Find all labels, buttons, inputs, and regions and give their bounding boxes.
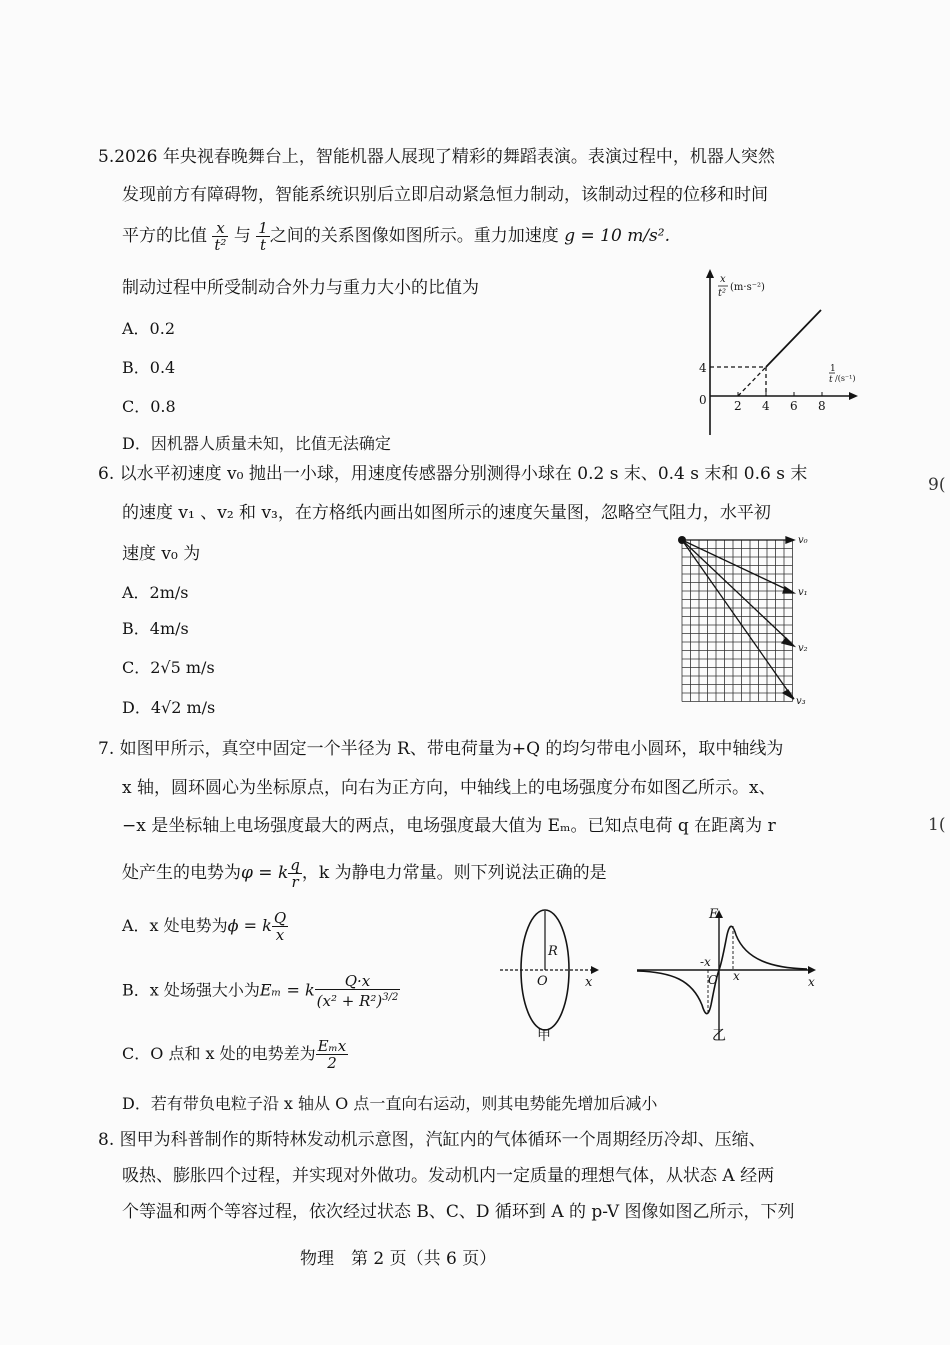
page-footer: 物理 第 2 页（共 6 页） bbox=[300, 1249, 497, 1269]
q7-yi-caption: 乙 bbox=[712, 1028, 726, 1044]
q5-number: 5. bbox=[98, 147, 115, 167]
q7-jia-r: R bbox=[548, 944, 558, 959]
q5-line1: 5.2026 年央视春晚舞台上，智能机器人展现了精彩的舞蹈表演。表演过程中，机器人突然 bbox=[98, 147, 775, 167]
edge-mark-10: 1( bbox=[928, 815, 946, 835]
q5-graph-x-arrow bbox=[849, 392, 858, 400]
q8-number: 8. bbox=[98, 1130, 115, 1150]
q6-label-v0: v₀ bbox=[798, 535, 808, 546]
q5-option-a: A．0.2 bbox=[122, 319, 176, 338]
q5-graph-x-den: t bbox=[829, 375, 833, 385]
q5-graph-y-unit: (m·s⁻²) bbox=[730, 282, 765, 293]
q7-number: 7. bbox=[98, 739, 115, 759]
q6-option-b: B．4m/s bbox=[122, 619, 189, 638]
q6-number: 6. bbox=[98, 464, 115, 484]
q5-graph-x-unit: /(s⁻¹) bbox=[835, 374, 856, 383]
q5-question: 制动过程中所受制动合外力与重力大小的比值为 bbox=[122, 278, 479, 298]
q5-graph bbox=[690, 265, 865, 440]
q5-graph-x-tick: 8 bbox=[818, 399, 826, 413]
q5-line2: 发现前方有障碍物，智能系统识别后立即启动紧急恒力制动，该制动过程的位移和时间 bbox=[122, 185, 768, 205]
q8-line2: 吸热、膨胀四个过程，并实现对外做功。发动机内一定质量的理想气体，从状态 A 经两 bbox=[122, 1166, 775, 1186]
q7-yi-neg-x: -x bbox=[700, 955, 711, 969]
q6-label-v1: v₁ bbox=[798, 587, 808, 598]
q6-label-v3: v₃ bbox=[796, 696, 806, 707]
q5-option-c: C．0.8 bbox=[122, 397, 176, 416]
q5-fraction-1-over-t: $\frac{1}{t}$ bbox=[258, 219, 268, 254]
q6-option-a: A．2m/s bbox=[122, 583, 189, 602]
q6-label-v2: v₂ bbox=[798, 643, 808, 654]
q7-option-d: D．若有带负电粒子沿 x 轴从 O 点一直向右运动，则其电势能先增加后减小 bbox=[122, 1094, 658, 1113]
q5-fraction-x-over-t2: $\frac{x}{\text{t²}}$ bbox=[214, 219, 227, 254]
q6-line2: 的速度 v₁ 、v₂ 和 v₃，在方格纸内画出如图所示的速度矢量图，忽略空气阻力，水平初 bbox=[122, 503, 771, 523]
q7-phi-fraction: $\frac{q}{r}$ bbox=[290, 856, 300, 891]
q7-yi-pos-x: x bbox=[733, 969, 740, 983]
q7-figure-jia bbox=[495, 895, 615, 1050]
q5-option-b: B．0.4 bbox=[122, 358, 176, 377]
q7-option-b: B．x 处场强大小为Eₘ = k $\frac{Q\cdot x}{(x^2 + R^2)^{3/2}}$ bbox=[122, 972, 399, 1010]
q5-graph-y-tick: 4 bbox=[699, 361, 707, 375]
q7-line2: x 轴，圆环圆心为坐标原点，向右为正方向，中轴线上的电场强度分布如图乙所示。x、 bbox=[122, 778, 776, 798]
q7-option-c: C．O 点和 x 处的电势差为 $\frac{\text{Eₘx}}{2}$ bbox=[122, 1037, 347, 1072]
q5-gravity: g = 10 m/s². bbox=[564, 226, 670, 246]
edge-mark-9: 9( bbox=[928, 475, 946, 495]
q7-jia-x: x bbox=[585, 975, 593, 990]
q7-line3: −x 是坐标轴上电场强度最大的两点，电场强度最大值为 Eₘ。已知点电荷 q 在距离为 r bbox=[122, 816, 776, 836]
q5-graph-line bbox=[766, 310, 821, 367]
q8-line1: 8. 图甲为科普制作的斯特林发动机示意图，汽缸内的气体循环一个周期经历冷却、压缩、 bbox=[98, 1130, 766, 1150]
q5-graph-x-tick: 4 bbox=[762, 399, 770, 413]
q5-line3: 平方的比值 $\frac{x}{\text{t²}}$ 与 $\frac{1}{t}$ 之间的关系图像如图所示。重力加速度 g = 10 m/s². bbox=[122, 219, 670, 254]
q5-option-d: D．因机器人质量未知，比值无法确定 bbox=[122, 434, 391, 453]
q7-option-a: A．x 处电势为ϕ = k $\frac{Q}{x}$ bbox=[122, 909, 287, 944]
q5-graph-y-num: x bbox=[720, 274, 726, 285]
q7-line1: 7. 如图甲所示，真空中固定一个半径为 R、带电荷量为+Q 的均匀带电小圆环，取中轴线为 bbox=[98, 739, 784, 759]
q5-graph-x-num: 1 bbox=[830, 364, 836, 374]
q8-line3: 个等温和两个等容过程，依次经过状态 B、C、D 循环到 A 的 p-V 图像如图乙所示，下列 bbox=[122, 1202, 795, 1222]
q6-vector-v3 bbox=[682, 540, 790, 694]
q7-jia-o: O bbox=[537, 974, 548, 989]
q5-graph-origin: 0 bbox=[699, 393, 707, 407]
q5-graph-y-den: t² bbox=[718, 288, 727, 299]
q6-line1: 6. 以水平初速度 v₀ 抛出一小球，用速度传感器分别测得小球在 0.2 s 末、0.4 s 末和 0.6 s 末 bbox=[98, 464, 808, 484]
q7-jia-caption: 甲 bbox=[537, 1028, 551, 1044]
q5-graph-x-tick: 2 bbox=[734, 399, 742, 413]
q7-line4: 处产生的电势为φ = k $\frac{q}{r}$ ，k 为静电力常量。则下列说法正确的是 bbox=[122, 856, 607, 891]
q5-graph-dash-extension bbox=[738, 367, 766, 396]
q6-option-c: C．2√5 m/s bbox=[122, 658, 215, 677]
q7-yi-e-label: E bbox=[709, 907, 719, 922]
q6-line3: 速度 v₀ 为 bbox=[122, 544, 201, 564]
q6-ball-icon bbox=[678, 536, 686, 544]
q7-figure-yi bbox=[632, 900, 822, 1050]
q5-graph-y-arrow bbox=[706, 269, 714, 278]
q7-yi-x-axis-label: x bbox=[808, 975, 815, 989]
q7-yi-o: O bbox=[708, 973, 718, 987]
q6-vector-grid bbox=[672, 530, 822, 715]
q5-graph-x-tick: 6 bbox=[790, 399, 798, 413]
q6-option-d: D．4√2 m/s bbox=[122, 698, 216, 717]
